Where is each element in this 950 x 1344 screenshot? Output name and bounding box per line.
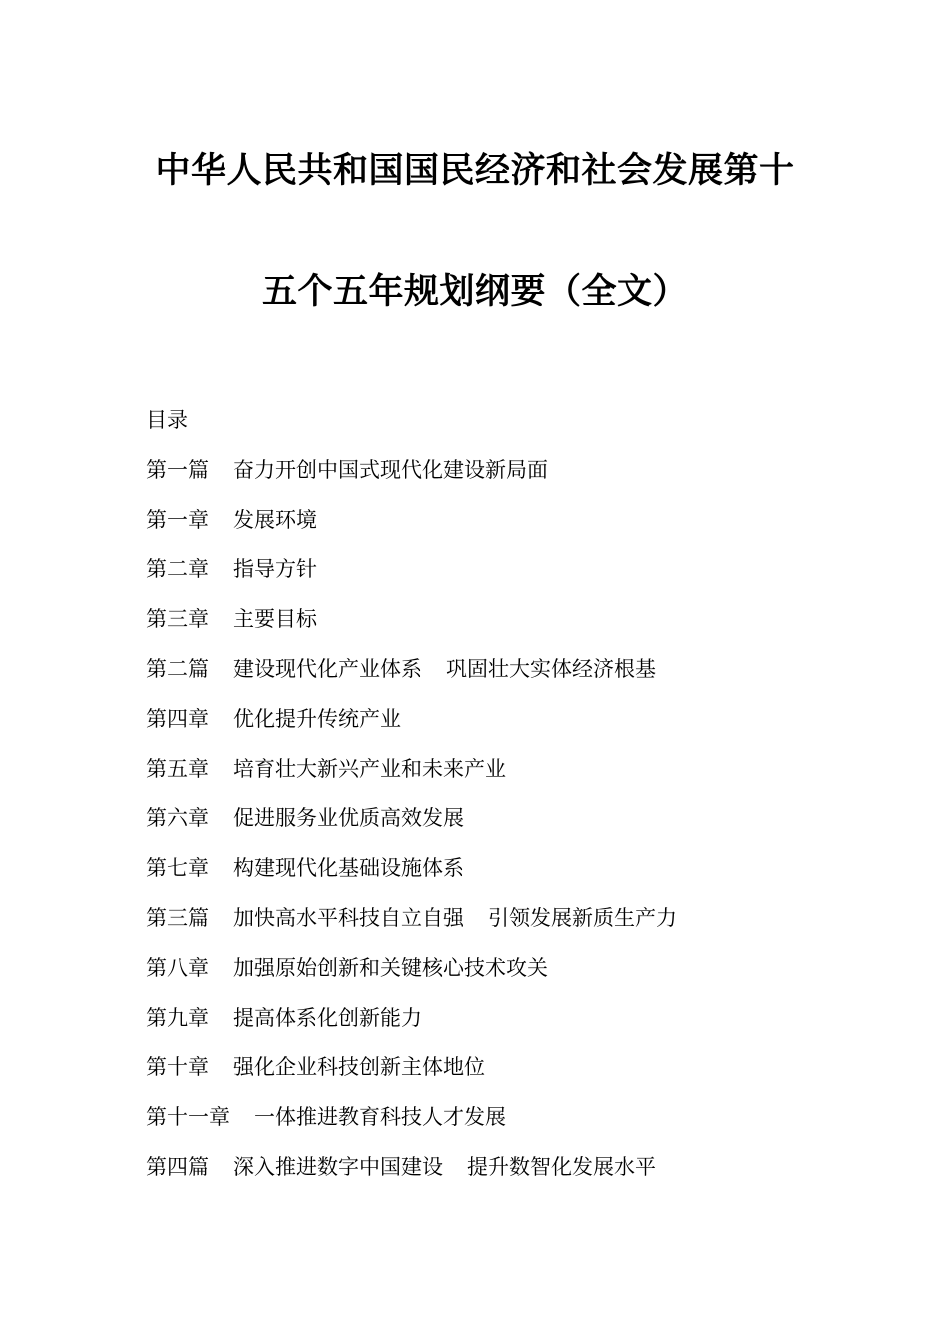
toc-entry (146, 850, 846, 900)
toc-entry-number: 第六章 (146, 806, 209, 831)
toc-entry-subtitle: 巩固壮大实体经济根基 (446, 656, 656, 681)
toc-entry (146, 900, 846, 950)
toc-entry-number: 第十章 (146, 1055, 209, 1080)
toc-entry-title: 一体推进教育科技人才发展 (254, 1105, 506, 1130)
toc-entry-title: 深入推进数字中国建设 (233, 1154, 443, 1179)
toc-entry-number: 第五章 (146, 756, 209, 781)
toc-entry-title: 强化企业科技创新主体地位 (233, 1055, 485, 1080)
toc-entry-title: 发展环境 (233, 507, 317, 532)
toc-entry (146, 651, 846, 701)
toc-entry-title: 奋力开创中国式现代化建设新局面 (233, 457, 548, 482)
toc-entry-title: 主要目标 (233, 607, 317, 632)
toc-entry-subtitle: 提升数智化发展水平 (467, 1154, 656, 1179)
toc-entry (146, 701, 846, 751)
toc-entry-number: 第一章 (146, 507, 209, 532)
toc-entry (146, 751, 846, 801)
toc-entry (146, 950, 846, 1000)
toc-entry-title: 加快高水平科技自立自强 (233, 905, 464, 930)
document-title-line-1: 中华人民共和国国民经济和社会发展第十 (155, 151, 795, 191)
toc-entry (146, 1000, 846, 1050)
toc-entry-title: 优化提升传统产业 (233, 706, 401, 731)
toc-entry (146, 1149, 846, 1199)
toc-entry-number: 第七章 (146, 856, 209, 881)
toc-entry-number: 第三章 (146, 607, 209, 632)
document-title-line-2: 五个五年规划纲要（全文） (261, 272, 688, 312)
toc-entry (146, 1049, 846, 1099)
toc-entry (146, 551, 846, 601)
toc-entry-title: 培育壮大新兴产业和未来产业 (233, 756, 506, 781)
toc-entry-title: 提高体系化创新能力 (233, 1005, 422, 1030)
toc-entry-title: 促进服务业优质高效发展 (233, 806, 464, 831)
toc-entry-title: 加强原始创新和关键核心技术攻关 (233, 955, 548, 980)
toc-entry-title: 建设现代化产业体系 (233, 656, 422, 681)
toc-entry (146, 1099, 846, 1149)
toc-entry-number: 第九章 (146, 1005, 209, 1030)
toc-entry (146, 800, 846, 850)
toc-entry (146, 452, 846, 502)
toc-entry (146, 502, 846, 552)
toc-entry-number: 第八章 (146, 955, 209, 980)
toc-entry (146, 601, 846, 651)
toc-entry-number: 第四篇 (146, 1154, 209, 1179)
toc-entry-subtitle: 引领发展新质生产力 (488, 905, 677, 930)
toc-entry-number: 第二篇 (146, 656, 209, 681)
table-of-contents (146, 402, 846, 1199)
toc-entry-number: 第一篇 (146, 457, 209, 482)
toc-entry-title: 指导方针 (233, 557, 317, 582)
toc-entry-number: 第四章 (146, 706, 209, 731)
toc-entry-number: 第二章 (146, 557, 209, 582)
toc-heading: 目录 (146, 408, 188, 432)
toc-entry-title: 构建现代化基础设施体系 (233, 856, 464, 881)
toc-entry-number: 第三篇 (146, 905, 209, 930)
toc-entry-number: 第十一章 (146, 1105, 230, 1130)
